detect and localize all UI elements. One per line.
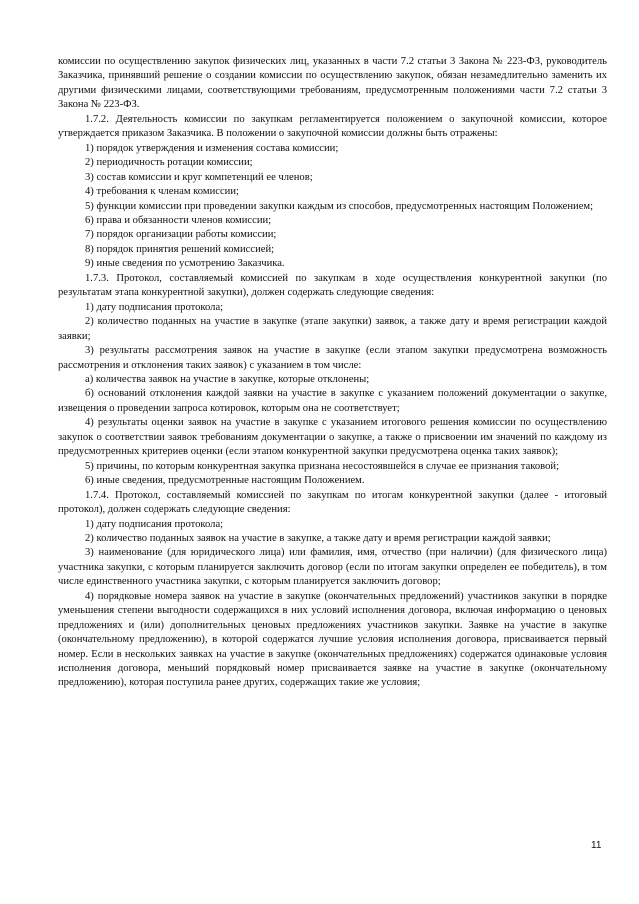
- list-item: б) оснований отклонения каждой заявки на участие в закупке с указанием положений документации о закупке, извещения о проведении запроса котировок, которым она не соответствует;: [58, 388, 607, 414]
- list-item: 3) результаты рассмотрения заявок на участие в закупке (если этапом закупки предусмотрена возможность рассмотрения и отклонения таких заявок) с указанием в том числе:: [58, 345, 607, 371]
- list-item: 5) причины, по которым конкурентная закупка признана несостоявшейся в случае ее признания таковой;: [85, 460, 560, 472]
- list-item: 4) результаты оценки заявок на участие в закупке с указанием итогового решения комиссии по осуществлению закупок о соответствии заявок требованиям документации о закупке, а также о присвоении им значений по каждому из предусмотренных критериев оценки (если этапом конкурентной закупки предусмотрена оценка таких заявок);: [58, 417, 607, 458]
- paragraph: 1.7.3. Протокол, составляемый комиссией по закупкам в ходе осуществления конкурентной закупки (по результатам этапа конкурентной закупки), должен содержать следующие сведения:: [58, 272, 607, 299]
- paragraph: 1.7.4. Протокол, составляемый комиссией по закупкам по итогам конкурентной закупки (далее - итоговый протокол), должен содержать следующие сведения:: [58, 489, 607, 516]
- list-item: 1) дату подписания протокола;: [85, 518, 224, 530]
- list-item: 8) порядок принятия решений комиссией;: [85, 243, 275, 255]
- list-item: 6) права и обязанности членов комиссии;: [85, 214, 272, 226]
- list-item: 6) иные сведения, предусмотренные настоящим Положением.: [85, 475, 365, 487]
- list-item: 5) функции комиссии при проведении закупки каждым из способов, предусмотренных настоящим Положением;: [85, 200, 594, 212]
- list-item: 1) дату подписания протокола;: [85, 301, 224, 313]
- list-item: 3) состав комиссии и круг компетенций ее членов;: [85, 171, 313, 183]
- list-item: 1) порядок утверждения и изменения состава комиссии;: [85, 142, 339, 154]
- list-item: 9) иные сведения по усмотрению Заказчика.: [85, 258, 285, 270]
- paragraph: 1.7.2. Деятельность комиссии по закупкам регламентируется положением о закупочной комиссии, которое утверждается приказом Заказчика. В положении о закупочной комиссии должны быть отражены:: [58, 113, 607, 140]
- list-item: 3) наименование (для юридического лица) или фамилия, имя, отчество (при наличии) (для физического лица) участника закупки, с которым планируется заключить договор (если по итогам закупки определен ее победитель), в том числе единственного участника закупки, с которым планируется заключить договор;: [58, 547, 607, 588]
- document-body: [58, 55, 607, 691]
- list-item: 7) порядок организации работы комиссии;: [85, 229, 277, 241]
- list-item: 4) порядковые номера заявок на участие в закупке (окончательных предложений) участников закупки в порядке уменьшения степени выгодности содержащихся в них условий исполнения договора, включая информацию о ценовых предложениях и (или) дополнительных ценовых предложениях участников закупки. Заявке на участие в закупке (окончательному предложению), в которой содержатся лучшие условия исполнения договора, присваивается первый номер. Если в нескольких заявках на участие в закупке (окончательных предложениях) содержатся одинаковые условия исполнения договора, меньший порядковый номер присваивается заявке на участие в закупке (окончательному предложению), которая поступила ранее других, содержащих такие же условия;: [58, 590, 607, 689]
- list-item: 2) периодичность ротации комиссии;: [85, 157, 253, 169]
- paragraph: комиссии по осуществлению закупок физических лиц, указанных в части 7.2 статьи 3 Закона № 223-ФЗ, руководитель Заказчика, принявший решение о создании комиссии по осуществлению закупок, обязан незамедлительно заменить их другими физическими лицами, соответствующими требованиям, предусмотренным положениями части 7.2 статьи 3 Закона № 223-ФЗ.: [58, 56, 607, 111]
- list-item: 4) требования к членам комиссии;: [85, 186, 239, 198]
- list-item: 2) количество поданных заявок на участие в закупке, а также дату и время регистрации каждой заявки;: [85, 532, 551, 544]
- list-item: а) количества заявок на участие в закупке, которые отклонены;: [85, 373, 370, 385]
- list-item: 2) количество поданных на участие в закупке (этапе закупки) заявок, а также дату и время регистрации каждой заявки;: [58, 316, 607, 342]
- page-number: 11: [591, 840, 602, 851]
